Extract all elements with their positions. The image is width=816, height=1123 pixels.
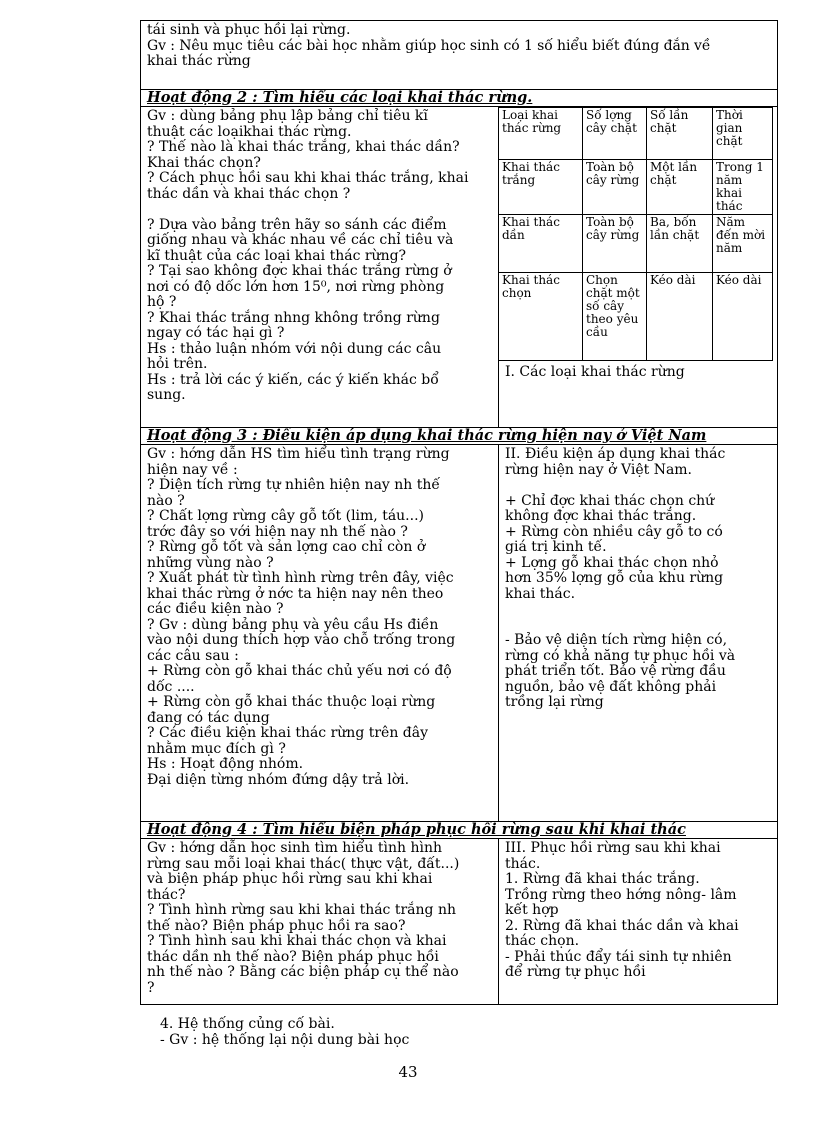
intro-line: tái sinh và phục hồi lại rừng.	[147, 22, 351, 38]
text-line: khai thác.	[505, 585, 576, 602]
text-line: và biện pháp phục hồi rừng sau khi khai	[147, 871, 433, 887]
text-line: để rừng tự phục hồi	[505, 964, 646, 980]
section-4-content	[499, 839, 777, 1004]
text-line: nguồn, bảo vệ đất không phải	[505, 678, 717, 695]
section-4-heading: Hoạt động 4 : Tìm hiểu biện pháp phục hồi rừng sau khi khai thác	[147, 822, 686, 838]
logging-comparison-table	[499, 107, 773, 361]
text-line: thác.	[505, 855, 541, 872]
text-line: hộ ?	[147, 294, 177, 310]
text-line: trớc đây so với hiện nay nh thế nào ?	[147, 523, 408, 540]
text-line: không đợc khai thác trắng.	[505, 508, 697, 524]
text-line: các điều kiện nào ?	[147, 601, 284, 617]
text-line: thác?	[147, 886, 186, 903]
text-line: thuật các loạikhai thác rừng.	[147, 123, 352, 140]
text-line: Hs : trả lời các ý kiến, các ý kiến khác bổ	[147, 371, 439, 388]
text-line: ? Tại sao không đợc khai thác trắng rừng ở	[147, 263, 452, 279]
section-3-heading: Hoạt động 3 : Điều kiện áp dụng khai thác rừng hiện nay ở Việt Nam	[147, 428, 707, 444]
text-line: hỏi trên.	[147, 356, 208, 372]
text-line: phát triển tốt. Bảo vệ rừng đầu	[505, 663, 726, 679]
text-line: ? Thế nào là khai thác trắng, khai thác dần?	[147, 139, 460, 155]
text-line: - Bảo vệ diện tích rừng hiện có,	[505, 632, 728, 648]
footer-line: - Gv : hệ thống lại nội dung bài học	[160, 1032, 410, 1048]
text-line	[505, 602, 773, 618]
text-line: 2. Rừng đã khai thác dần và khai	[505, 917, 739, 934]
text-line: ? Cách phục hồi sau khi khai thác trắng, khai	[147, 170, 469, 186]
page-number: 43	[398, 1063, 418, 1081]
text-line: Gv : hớng dẫn HS tìm hiểu tình trạng rừng	[147, 446, 450, 462]
text-line: nhằm mục đích gì ?	[147, 740, 286, 757]
text-line: Đại diện từng nhóm đứng dậy trả lời.	[147, 771, 410, 788]
section-2-teacher-activities	[141, 107, 499, 427]
text-line: Gv : hớng dẫn học sinh tìm hiểu tình hình	[147, 840, 442, 856]
section-4-teacher-activities	[141, 839, 499, 1004]
text-line: trồng lại rừng	[505, 694, 604, 710]
intro-line: khai thác rừng	[147, 53, 251, 69]
text-line: nh thế nào ? Bằng các biện pháp cụ thể nào	[147, 964, 459, 980]
table-header-cell: Số lợng cây chặt	[583, 108, 647, 160]
text-line: + Lợng gỗ khai thác chọn nhỏ	[505, 554, 719, 571]
section-2-content	[499, 107, 777, 427]
table-row	[499, 215, 773, 273]
text-line	[505, 618, 773, 634]
text-line: ? Tình hình sau khi khai thác chọn và khai	[147, 933, 447, 949]
text-line: thác chọn.	[505, 933, 580, 949]
text-line: Hs : thảo luận nhóm với nội dung các câu	[147, 340, 442, 357]
text-line: + Chỉ đợc khai thác chọn chứ	[505, 492, 715, 509]
text-line: ? Xuất phát từ tình hình rừng trên đây, việc	[147, 570, 454, 586]
table-header-cell: Loại khai thác rừng	[499, 108, 583, 160]
text-line: các câu sau :	[147, 647, 239, 664]
text-line: ? Diện tích rừng tự nhiên hiện nay nh thế	[147, 477, 441, 493]
intro-block	[140, 20, 778, 89]
text-line: II. Điều kiện áp dụng khai thác	[505, 446, 726, 462]
section-2-title: I. Các loại khai thác rừng	[505, 364, 685, 380]
text-line: kĩ thuật của các loại khai thác rừng?	[147, 247, 407, 264]
text-line: rừng hiện nay ở Việt Nam.	[505, 461, 693, 478]
text-line: dốc ....	[147, 678, 195, 695]
table-cell: Khai thác dần	[499, 215, 583, 273]
text-line: - Phải thúc đẩy tái sinh tự nhiên	[505, 948, 732, 965]
text-line: đang có tác dụng	[147, 709, 270, 726]
text-line: ? Các điều kiện khai thác rừng trên đây	[147, 725, 429, 741]
text-line: Gv : dùng bảng phụ lập bảng chỉ tiêu kĩ	[147, 108, 428, 124]
text-line: + Rừng còn gỗ khai thác chủ yếu nơi có độ	[147, 663, 452, 679]
text-line: kết hợp	[505, 902, 559, 918]
section-4	[140, 821, 778, 1005]
text-line: những vùng nào ?	[147, 554, 274, 571]
table-header-cell: Thời gian chặt	[713, 108, 773, 160]
text-line: thác dần nh thế nào? Biện pháp phục hồi	[147, 948, 439, 965]
table-cell: Chọn chặt một số cây theo yêu cầu	[583, 273, 647, 361]
table-cell: Ba, bốn lần chặt	[647, 215, 713, 273]
text-line: nào ?	[147, 492, 185, 509]
text-line: vào nội dung thích hợp vào chỗ trống trong	[147, 632, 456, 648]
intro-line: Gv : Nêu mục tiêu các bài học nhằm giúp học sinh có 1 số hiểu biết đúng đắn về	[147, 37, 711, 54]
text-line: ? Gv : dùng bảng phụ và yêu cầu Hs điền	[147, 616, 439, 633]
table-row	[499, 160, 773, 215]
section-3-teacher-activities	[141, 445, 499, 821]
text-line: ngay có tác hại gì ?	[147, 325, 285, 341]
lesson-footer	[160, 1016, 409, 1048]
table-cell: Kéo dài	[713, 273, 773, 361]
text-line: giá trị kinh tế.	[505, 539, 607, 555]
text-line: nơi có độ dốc lớn hơn 15⁰, nơi rừng phòng	[147, 278, 445, 295]
table-cell: Toàn bộ cây rừng	[583, 215, 647, 273]
section-3-content	[499, 445, 777, 821]
section-2-heading: Hoạt động 2 : Tìm hiểu các loại khai thác rừng.	[147, 90, 533, 106]
text-line: Hs : Hoạt động nhóm.	[147, 756, 304, 772]
text-line: hiện nay về :	[147, 461, 238, 478]
text-line: thác dần và khai thác chọn ?	[147, 185, 351, 202]
text-line: 1. Rừng đã khai thác trắng.	[505, 871, 700, 887]
table-cell: Kéo dài	[647, 273, 713, 361]
table-cell: Một lần chặt	[647, 160, 713, 215]
table-header-cell: Số lần chặt	[647, 108, 713, 160]
table-cell: Năm đến mời năm	[713, 215, 773, 273]
section-3	[140, 427, 778, 821]
table-cell: Khai thác trắng	[499, 160, 583, 215]
table-cell: Toàn bộ cây rừng	[583, 160, 647, 215]
text-line: khai thác rừng ở nớc ta hiện nay nên theo	[147, 585, 444, 602]
table-cell: Trong 1 năm khai thác	[713, 160, 773, 215]
text-line: rừng có khả năng tự phục hồi và	[505, 647, 736, 664]
text-line: ? Dựa vào bảng trên hãy so sánh các điểm	[147, 216, 447, 233]
text-line: sung.	[147, 387, 186, 403]
text-line: + Rừng còn nhiều cây gỗ to có	[505, 523, 723, 540]
text-line: hơn 35% lợng gỗ của khu rừng	[505, 570, 724, 586]
text-line: + Rừng còn gỗ khai thác thuộc loại rừng	[147, 694, 436, 710]
text-line: rừng sau mỗi loại khai thác( thực vật, đất...)	[147, 855, 460, 872]
table-row	[499, 273, 773, 361]
text-line: ? Khai thác trắng nhng không trồng rừng	[147, 309, 440, 326]
text-line: Trồng rừng theo hớng nông- lâm	[505, 886, 737, 903]
text-line: III. Phục hồi rừng sau khi khai	[505, 840, 721, 856]
section-2	[140, 89, 778, 427]
text-line: ?	[147, 979, 155, 996]
text-line: giống nhau và khác nhau về các chỉ tiêu và	[147, 232, 454, 248]
text-line: thế nào? Biện pháp phục hồi ra sao?	[147, 917, 406, 934]
text-line: ? Rừng gỗ tốt và sản lợng cao chỉ còn ở	[147, 539, 426, 555]
text-line	[147, 202, 494, 218]
text-line	[505, 478, 773, 494]
footer-line: 4. Hệ thống củng cố bài.	[160, 1016, 335, 1032]
text-line: Khai thác chọn?	[147, 154, 261, 171]
table-cell: Khai thác chọn	[499, 273, 583, 361]
lesson-plan-page	[140, 20, 778, 1005]
text-line: ? Chất lợng rừng cây gỗ tốt (lim, táu...)	[147, 508, 424, 524]
text-line: ? Tình hình rừng sau khi khai thác trắng nh	[147, 902, 456, 918]
